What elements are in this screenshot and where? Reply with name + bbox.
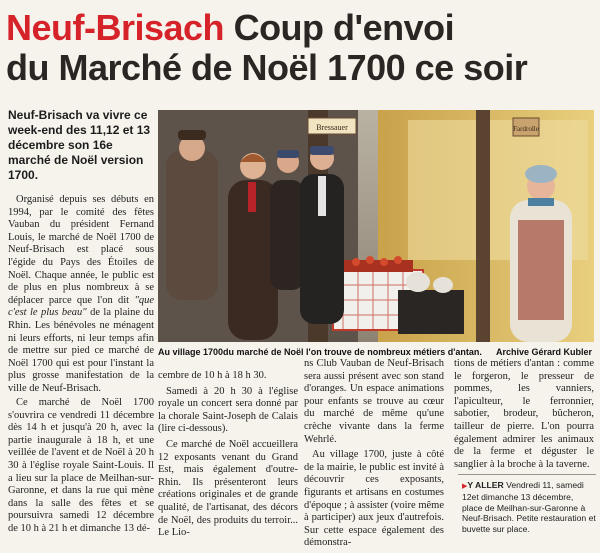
lead-paragraph: Neuf-Brisach va vivre ce week-end des 11,12 et 13 décembre son 16e marché de Noël version 1700. [8, 108, 151, 182]
stall-sign-text: Fardrolle [513, 125, 539, 133]
body-paragraph: tions de métiers d'antan : comme le forgeron, le presseur de pommes, les vanniers, l'apiculteur, le ferronnier, sabotier, brodeur, bûcheron, tailleur de pierre. L'on pourra également admirer les animaux de la ferme et déguster le sanglier à la broche à la taverne. [454, 358, 594, 470]
column-1-bottom [8, 397, 154, 539]
headline-line-2: du Marché de Noël 1700 ce soir [6, 47, 528, 88]
body-paragraph: Au village 1700, juste à côté de la mairie, le public est invité à découvrir ces exposants, figurants et artisans en costumes d'époque ; à assister (voire même à participer) aux jeux d'autrefois. Sur cette espace également des démonstra- [304, 449, 444, 549]
body-paragraph: Ce marché de Noël 1700 s'ouvrira ce vendredi 11 décembre dès 14 h et jusqu'à 20 h, avec la partie inaugurale à 18 h, et une veillée de l'avent et de Noël à 20 h 30 à l'église royale Saint-Louis. Il a lieu sur la place de Meilhan-sur-Garonne, et dans la rue qui mène dans la salle des fêtes et se poursuivra samedi 12 décembre de 10 h à 21 h et dimanche 13 dé- [8, 397, 154, 534]
triangle-bullet-icon: ▶ [462, 483, 468, 490]
body-paragraph: cembre de 10 h à 18 h 30. [158, 370, 267, 381]
caption-text: Au village 1700du marché de Noël l'on trouve de nombreux métiers d'antan. [158, 347, 482, 357]
info-box [462, 480, 596, 534]
info-tag: Y ALLER [467, 480, 504, 490]
body-paragraph [8, 194, 154, 396]
body-paragraph: Samedi à 20 h 30 à l'église royale un concert sera donné par la chorale Saint-Joseph de Calais (lire ci-dessous). [158, 385, 298, 435]
column-1-top [8, 194, 154, 399]
column-3 [304, 358, 444, 553]
headline-line-1 [6, 8, 596, 48]
body-text-end: de la plaine du Rhin. Les bénévoles ne ménagent ni leurs efforts, ni leur temps afin de mettre sur pied ce marché de Noël 1700 qui est pour l'instant la plus grosse manifestation de la ville de Neuf-Brisach. [8, 307, 154, 394]
info-text: Vendredi 11, samedi 12et dimanche 13 décembre, place de Meilhan-sur-Garonne à Neuf-Brisach. Petite restauration et buvette sur place. [462, 480, 596, 534]
column-4 [454, 358, 594, 474]
body-paragraph: ns Club Vauban de Neuf-Brisach sera aussi présent avec son stand d'oranges. Un espace animations pour enfants se trouve au cœur du marché de même qu'une crèche vivante dans la ferme Wehrlé. [304, 358, 444, 445]
body-text: Organisé depuis ses débuts en 1994, par le comité des fêtes Vauban du président Fernand Louis, le marché de Noël 1700 de Neuf-Brisach est placé sous l'égide du Pays des Étoiles de Noël. Chaque année, le public est de plus en plus nombreux à se déplacer parce que l'on dit [8, 194, 154, 306]
article-photo [158, 110, 594, 342]
photo-illustration [158, 110, 594, 342]
body-paragraph: Ce marché de Noël accueillera 12 exposants venant du Grand Est, mais également d'outre-Rhin. Ils présenteront leurs créations originales et de grande qualité, de l'artisanat, des décors de Noël, des produits du terroir... Le Lio- [158, 438, 298, 539]
quote-text: "que c'est le plus beau" [8, 294, 155, 319]
photo-credit: Archive Gérard Kubler [495, 347, 592, 357]
headline-line1-rest: Coup d'envoi [224, 7, 455, 48]
headline-town: Neuf-Brisach [6, 7, 225, 48]
column-2 [158, 370, 298, 543]
photo-caption [158, 345, 594, 359]
headline [6, 8, 596, 88]
info-divider [458, 474, 596, 475]
stall-sign-text: Bressauer [316, 123, 348, 132]
